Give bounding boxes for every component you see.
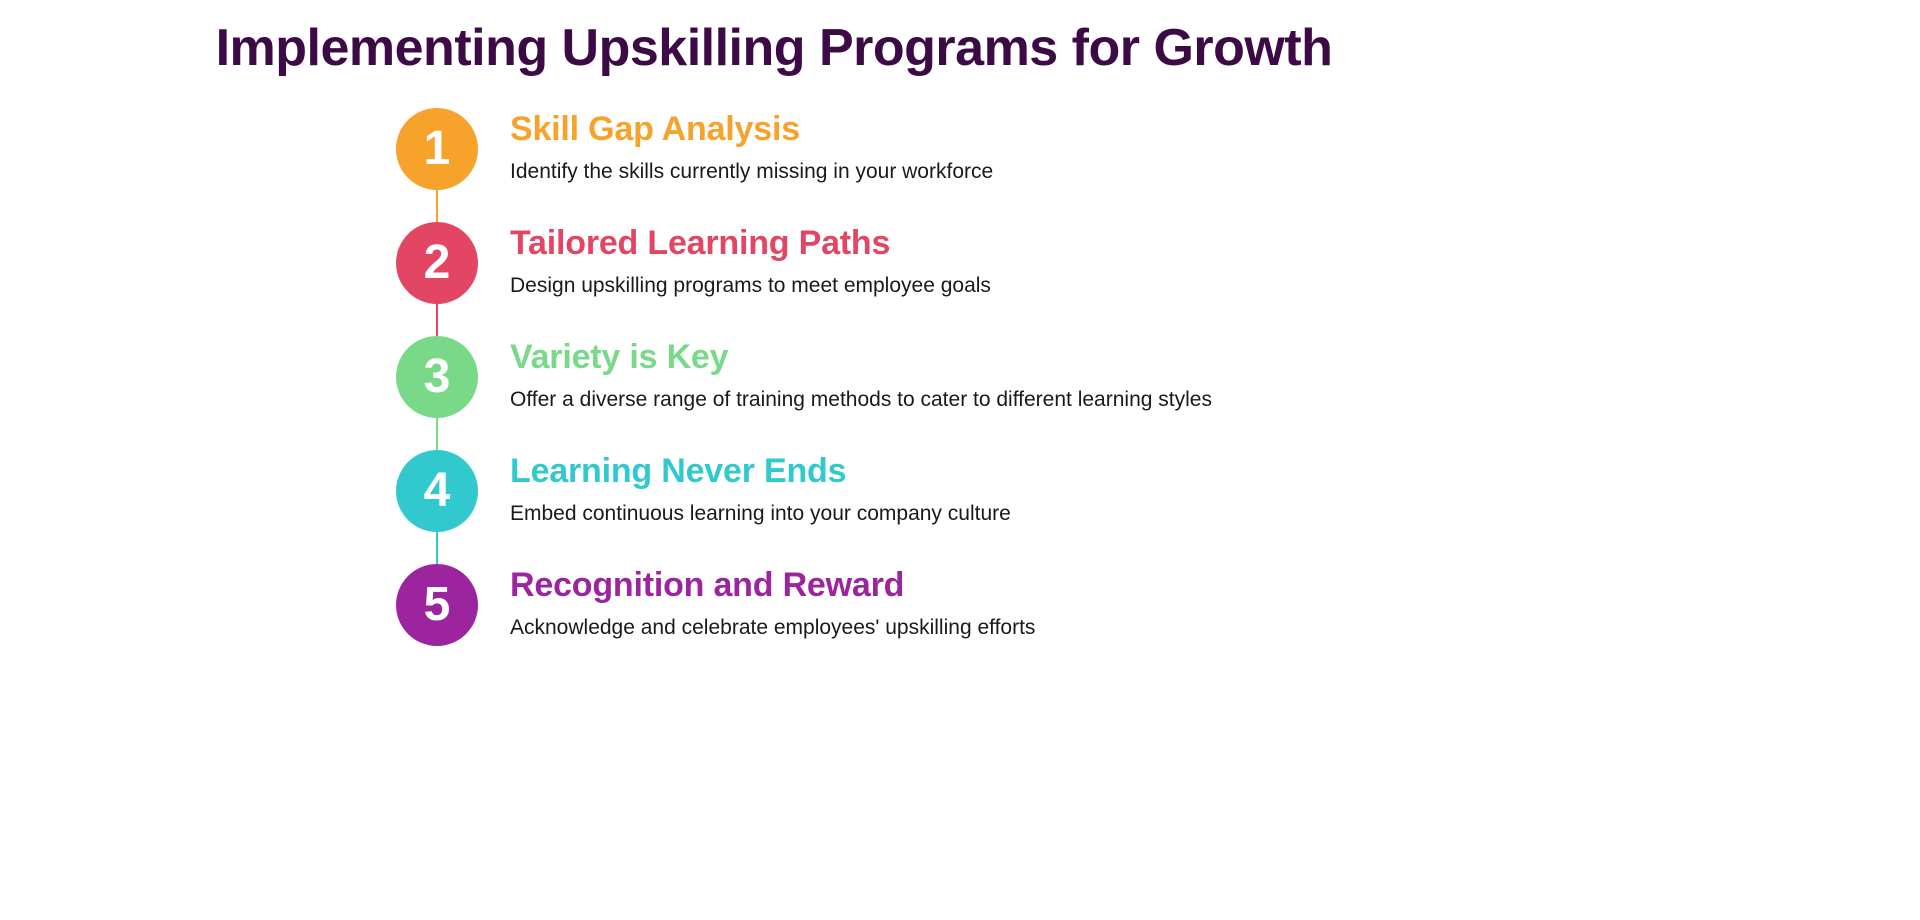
step-marker: [396, 108, 478, 190]
step-connector-line: [436, 304, 438, 336]
page-title: Implementing Upskilling Programs for Growth: [215, 19, 1333, 77]
list-item: [396, 108, 1596, 222]
step-title: Tailored Learning Paths: [510, 224, 891, 262]
step-marker: [396, 564, 478, 646]
step-title: Skill Gap Analysis: [510, 110, 800, 148]
step-marker: [396, 336, 478, 418]
step-description: Offer a diverse range of training methods to cater to different learning styles: [510, 388, 1212, 412]
steps-list: [396, 108, 1596, 678]
step-title: Recognition and Reward: [510, 566, 905, 604]
step-content: [510, 222, 991, 298]
step-connector-line: [436, 190, 438, 222]
step-title: Learning Never Ends: [510, 452, 847, 490]
step-number-badge: 1: [396, 108, 478, 190]
step-number-badge: 3: [396, 336, 478, 418]
step-content: [510, 564, 1035, 640]
list-item: [396, 450, 1596, 564]
step-marker: [396, 222, 478, 304]
step-number-badge: 5: [396, 564, 478, 646]
list-item: [396, 564, 1596, 678]
step-description: Acknowledge and celebrate employees' upskilling efforts: [510, 616, 1036, 640]
step-connector-line: [436, 418, 438, 450]
list-item: [396, 336, 1596, 450]
step-marker: [396, 450, 478, 532]
step-content: [510, 336, 1212, 412]
step-connector-line: [436, 532, 438, 564]
list-item: [396, 222, 1596, 336]
step-number-badge: 2: [396, 222, 478, 304]
step-title: Variety is Key: [510, 338, 729, 376]
step-description: Identify the skills currently missing in your workforce: [510, 160, 994, 184]
step-content: [510, 450, 1011, 526]
step-number-badge: 4: [396, 450, 478, 532]
step-description: Design upskilling programs to meet employee goals: [510, 274, 991, 298]
step-description: Embed continuous learning into your company culture: [510, 502, 1011, 526]
step-content: [510, 108, 993, 184]
